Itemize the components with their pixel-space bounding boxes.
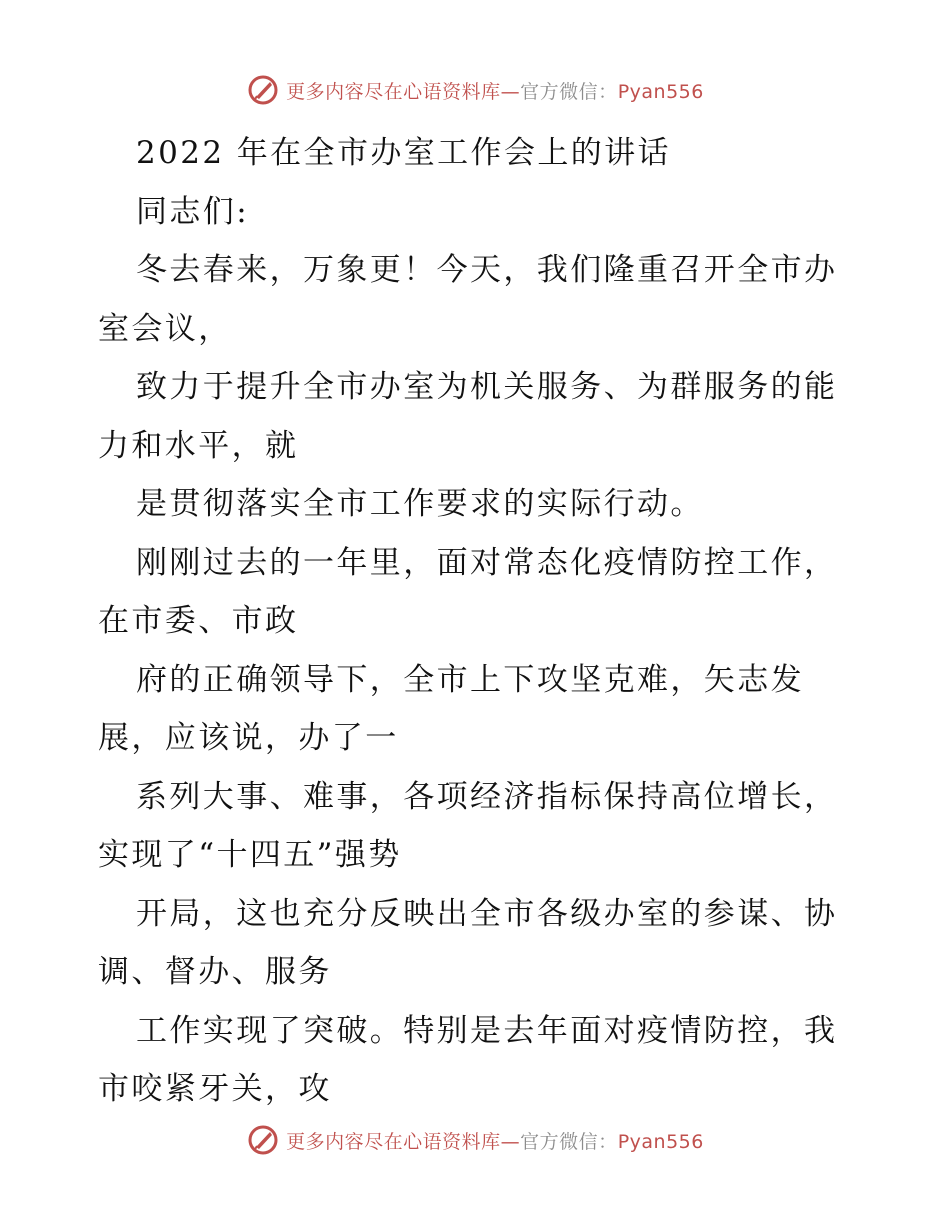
footer-banner — [0, 1120, 950, 1160]
document-line: 展，应该说，办了一 — [98, 720, 399, 756]
document-line: 市咬紧牙关，攻 — [98, 1071, 332, 1107]
document-line: 工作实现了突破。特别是去年面对疫情防控，我 — [136, 1012, 838, 1049]
footer-banner-text — [286, 1127, 704, 1154]
document-line: 在市委、市政 — [98, 603, 299, 639]
document-line: 实现了“十四五”强势 — [98, 837, 402, 873]
quill-logo-icon — [246, 1123, 280, 1157]
document-line: 开局，这也充分反映出全市各级办室的参谋、协 — [136, 895, 838, 932]
document-line: 冬去春来，万象更！今天，我们隆重召开全市办 — [136, 252, 838, 288]
document-line: 2022 年在全市办室工作会上的讲话 — [136, 135, 671, 171]
quill-logo-icon — [246, 73, 280, 107]
header-separator: — — [500, 80, 521, 103]
document-line: 调、督办、服务 — [98, 954, 332, 990]
document-line: 力和水平，就 — [98, 427, 299, 464]
document-line: 同志们: — [136, 193, 250, 230]
header-wechat-label: 官方微信： — [520, 80, 618, 103]
document-line: 刚刚过去的一年里，面对常态化疫情防控工作， — [136, 544, 838, 581]
document-line: 系列大事、难事，各项经济指标保持高位增长， — [136, 778, 838, 815]
document-line: 是贯彻落实全市工作要求的实际行动。 — [136, 486, 704, 522]
header-wechat-id: Pyan556 — [617, 80, 704, 103]
footer-promo-text: 更多内容尽在心语资料库 — [286, 1130, 501, 1153]
document-line: 致力于提升全市办室为机关服务、为群服务的能 — [136, 369, 838, 405]
header-banner-text — [286, 77, 704, 104]
document-body — [98, 124, 858, 1119]
header-promo-text: 更多内容尽在心语资料库 — [286, 80, 501, 103]
footer-wechat-label: 官方微信： — [520, 1130, 618, 1153]
footer-wechat-id: Pyan556 — [617, 1130, 704, 1153]
footer-separator: — — [500, 1130, 521, 1153]
document-line: 府的正确领导下，全市上下攻坚克难，矢志发 — [136, 661, 804, 698]
header-banner — [0, 70, 950, 110]
document-line: 室会议， — [98, 310, 232, 347]
